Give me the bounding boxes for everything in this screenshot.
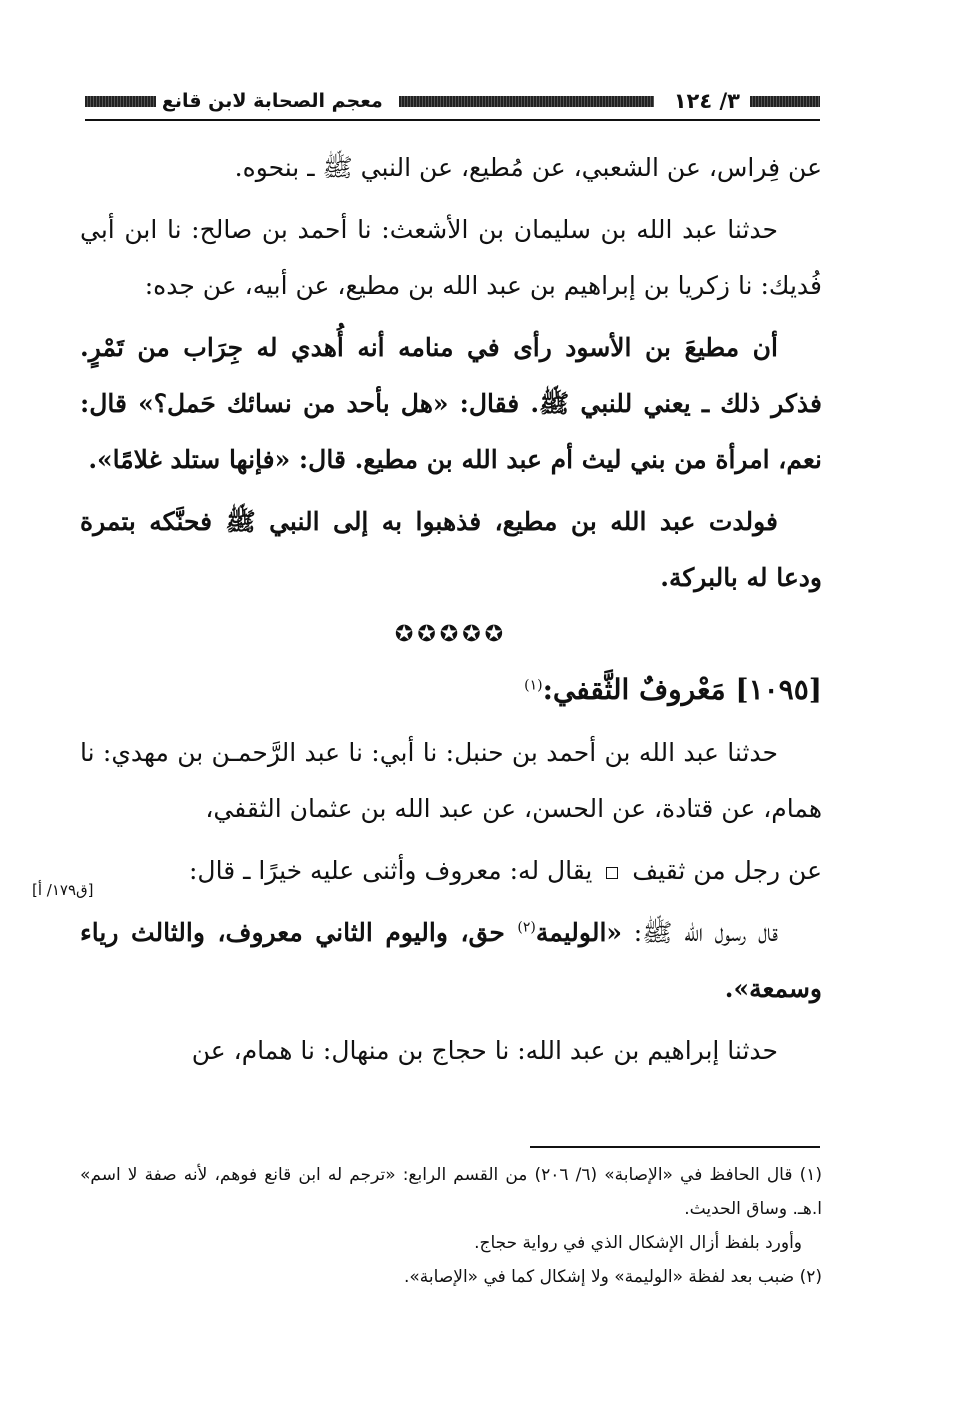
paragraph-6-part-a: عن رجل من ثقيف — [632, 856, 822, 885]
paragraph-6-part-b: يقال له: معروف وأثنى عليه خيرًا ـ قال: — [188, 856, 593, 885]
paragraph-7-quote-a: «الوليمة — [535, 918, 623, 947]
book-title: معجم الصحابة لابن قانع — [161, 90, 383, 112]
header-bar-middle — [399, 96, 654, 107]
footnote-2: (٢) ضبب بعد لفظة «الوليمة» ولا إشكال كما في «الإصابة». — [403, 1267, 822, 1287]
manuscript-margin-note: [ق١٧٩/ أ] — [32, 881, 94, 899]
paragraph-1: عن فِراس، عن الشعبي، عن مُطيع، عن النبي ﷺ ـ بنحوه. — [234, 153, 822, 182]
paragraph-8: حدثنا إبراهيم بن عبد الله: نا حجاج بن منهال: نا همام، عن — [191, 1036, 778, 1065]
paragraph-7-start: قال رسول الله ﷺ: — [622, 918, 779, 947]
manuscript-marker-icon — [606, 867, 618, 879]
paragraph-7-quote-b: حق، واليوم الثاني معروف، والثالث رياء وسمعة». — [80, 918, 822, 1003]
footnote-ref-1: (١) — [524, 677, 543, 694]
section-separator: ✪✪✪✪✪ — [394, 622, 508, 647]
running-header — [85, 86, 820, 116]
paragraph-2: حدثنا عبد الله بن سليمان بن الأشعث: نا أحمد بن صالح: نا ابن أبي فُديك: نا زكريا بن إبراهيم بن عبد الله بن مطيع، عن أبيه، عن جده: — [80, 215, 822, 300]
footnote-1: (١) قال الحافظ في «الإصابة» (٦/ ٢٠٦) من القسم الرابع: «ترجم له ابن قانع فوهم، لأنه صفة لا اسم» ا.هـ. وساق الحديث. — [80, 1165, 822, 1219]
header-rule — [85, 119, 820, 121]
entry-heading-line — [80, 662, 822, 719]
entry-heading: [١٠٩٥] مَعْروفٌ الثَّقفي: — [542, 673, 822, 706]
footnote-1-continuation: وأورد بلفظ أزال الإشكال الذي في رواية حجاج. — [474, 1233, 802, 1253]
header-bar-left — [85, 96, 156, 107]
footnotes — [80, 1158, 822, 1294]
footnote-ref-2: (٢) — [517, 919, 536, 936]
paragraph-6 — [80, 843, 822, 899]
footnote-rule — [530, 1146, 820, 1148]
page-number: ٣/ ١٢٤ — [673, 89, 740, 113]
paragraph-5: حدثنا عبد الله بن أحمد بن حنبل: نا أبي: نا عبد الرَّحمـن بن مهدي: نا همام، عن قتادة، عن الحسن، عن عبد الله بن عثمان الثقفي، — [80, 738, 822, 823]
main-text — [80, 140, 822, 1085]
paragraph-3: أن مطيعَ بن الأسود رأى في منامه أنه أُهدي له جِرَاب من تَمْرٍ. فذكر ذلك ـ يعني للنبي ﷺ. فقال: «هل بأحد من نسائك حَمل؟» قال: نعم، امرأة من بني ليث أم عبد الله بن مطيع. قال: «فإنها ستلد غلامًا». — [80, 333, 822, 474]
header-bar-right — [750, 96, 820, 107]
paragraph-7 — [80, 905, 822, 1017]
paragraph-4: فولدت عبد الله بن مطيع، فذهبوا به إلى النبي ﷺ فحنَّكه بتمرة ودعا له بالبركة. — [80, 507, 822, 592]
